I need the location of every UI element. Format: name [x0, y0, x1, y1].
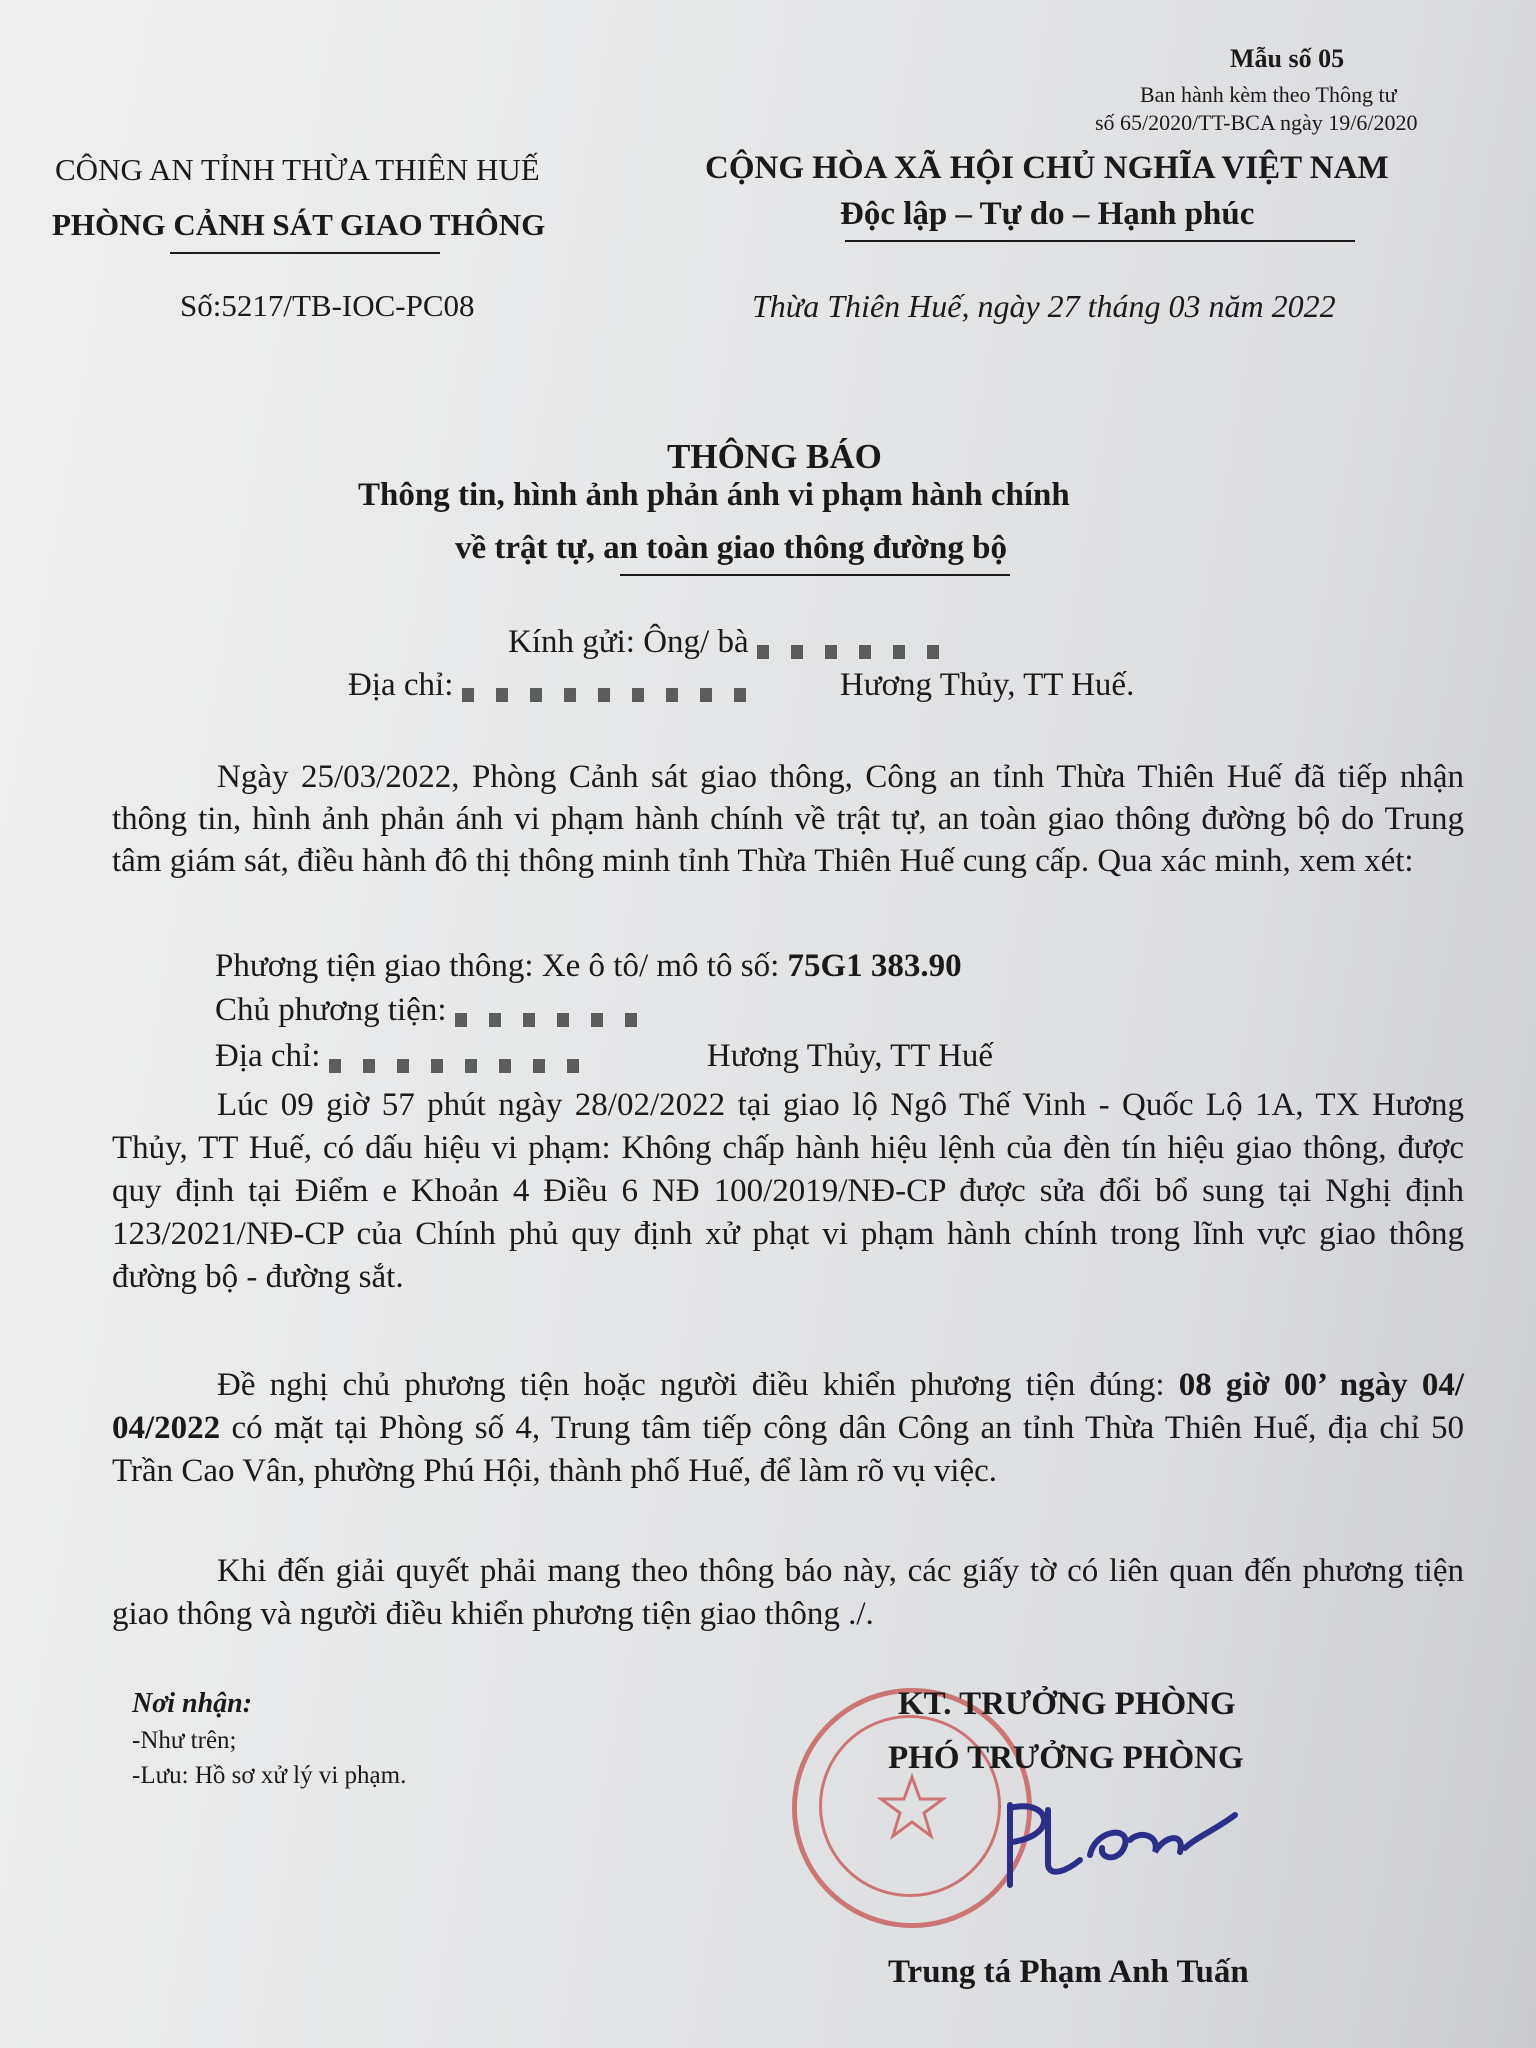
motto: Độc lập – Tự do – Hạnh phúc — [840, 196, 1255, 232]
agency-name: CÔNG AN TỈNH THỪA THIÊN HUẾ — [55, 152, 540, 187]
owner-label: Chủ phương tiện: — [215, 992, 447, 1028]
title-rule — [620, 574, 1010, 576]
form-number: Mẫu số 05 — [1230, 44, 1345, 73]
document-subtitle-line1: Thông tin, hình ảnh phản ánh vi phạm hành chính — [358, 477, 1070, 513]
recipient-address-line — [348, 665, 1134, 706]
form-issued-line2: số 65/2020/TT-BCA ngày 19/6/2020 — [1095, 110, 1418, 135]
body-paragraph-3 — [112, 1364, 1464, 1493]
recipient-address-suffix: Hương Thủy, TT Huế. — [839, 667, 1135, 703]
country-name: CỘNG HÒA XÃ HỘI CHỦ NGHĨA VIỆT NAM — [705, 150, 1389, 186]
recipients-title: Nơi nhận: — [132, 1688, 253, 1719]
place-date: Thừa Thiên Huế, ngày 27 tháng 03 năm 2022 — [752, 288, 1336, 324]
owner-address-label: Địa chỉ: — [215, 1038, 321, 1074]
recipient-line — [508, 622, 1007, 663]
recipient-address-label: Địa chỉ: — [348, 667, 454, 703]
recipients-line1: -Như trên; — [132, 1727, 237, 1754]
body-paragraph-4: Khi đến giải quyết phải mang theo thông báo này, các giấy tờ có liên quan đến phương tiện giao thông và người điều khiển phương tiện giao thông ./. — [112, 1553, 1464, 1632]
recipient-label: Kính gửi: Ông/ bà — [508, 624, 749, 660]
appointment-time: 08 giờ 00’ ngày 04/ 04/2022 — [112, 1367, 1464, 1446]
document-subtitle-line2: về trật tự, an toàn giao thông đường bộ — [455, 530, 1008, 566]
right-header-rule — [845, 240, 1355, 242]
document-title: THÔNG BÁO — [667, 437, 882, 476]
signature-title-line1: KT. TRƯỞNG PHÒNG — [898, 1686, 1236, 1722]
department-name: PHÒNG CẢNH SÁT GIAO THÔNG — [52, 207, 546, 242]
vehicle-label: Phương tiện giao thông: Xe ô tô/ mô tô số: — [215, 948, 780, 984]
owner-address-line — [215, 1036, 993, 1077]
form-issued-line1: Ban hành kèm theo Thông tư — [1140, 82, 1397, 107]
signature-title-line2: PHÓ TRƯỞNG PHÒNG — [888, 1740, 1244, 1776]
p3-pre: Đề nghị chủ phương tiện hoặc người điều khiển phương tiện đúng: — [217, 1367, 1165, 1403]
p3-post: có mặt tại Phòng số 4, Trung tâm tiếp công dân Công an tỉnh Thừa Thiên Huế, địa chỉ 50 Trần Cao Vân, phường Phú Hội, thành phố Huế, để làm rõ vụ việc. — [112, 1410, 1465, 1489]
vehicle-plate: 75G1 383.90 — [787, 948, 962, 984]
left-header-rule — [170, 252, 440, 254]
owner-address-suffix: Hương Thủy, TT Huế — [706, 1038, 994, 1074]
redacted-name — [757, 629, 1007, 659]
redacted-owner-address — [329, 1043, 699, 1073]
owner-line — [215, 990, 715, 1031]
signer-name: Trung tá Phạm Anh Tuấn — [888, 1954, 1249, 1990]
redacted-owner — [455, 997, 715, 1027]
handwritten-signature — [990, 1790, 1260, 1900]
recipients-line2: -Lưu: Hồ sơ xử lý vi phạm. — [132, 1762, 407, 1789]
body-paragraph-2: Lúc 09 giờ 57 phút ngày 28/02/2022 tại giao lộ Ngô Thế Vinh - Quốc Lộ 1A, TX Hương Thủy, TT Huế, có dấu hiệu vi phạm: Không chấp hành hiệu lệnh của đèn tín hiệu giao thông, được quy định tại Điểm e Khoản 4 Điều 6 NĐ 100/2019/NĐ-CP được sửa đổi bổ sung tại Nghị định 123/2021/NĐ-CP của Chính phủ quy định xử phạt vi phạm hành chính trong lĩnh vực giao thông đường bộ - đường sắt. — [112, 1087, 1464, 1295]
vehicle-line — [215, 946, 962, 987]
document-number: Số:5217/TB-IOC-PC08 — [180, 288, 475, 323]
redacted-address — [462, 672, 832, 702]
star-icon — [877, 1773, 947, 1843]
body-paragraph-1: Ngày 25/03/2022, Phòng Cảnh sát giao thông, Công an tỉnh Thừa Thiên Huế đã tiếp nhận thông tin, hình ảnh phản ánh vi phạm hành chính về trật tự, an toàn giao thông đường bộ do Trung tâm giám sát, điều hành đô thị thông minh tỉnh Thừa Thiên Huế cung cấp. Qua xác minh, xem xét: — [112, 759, 1464, 879]
